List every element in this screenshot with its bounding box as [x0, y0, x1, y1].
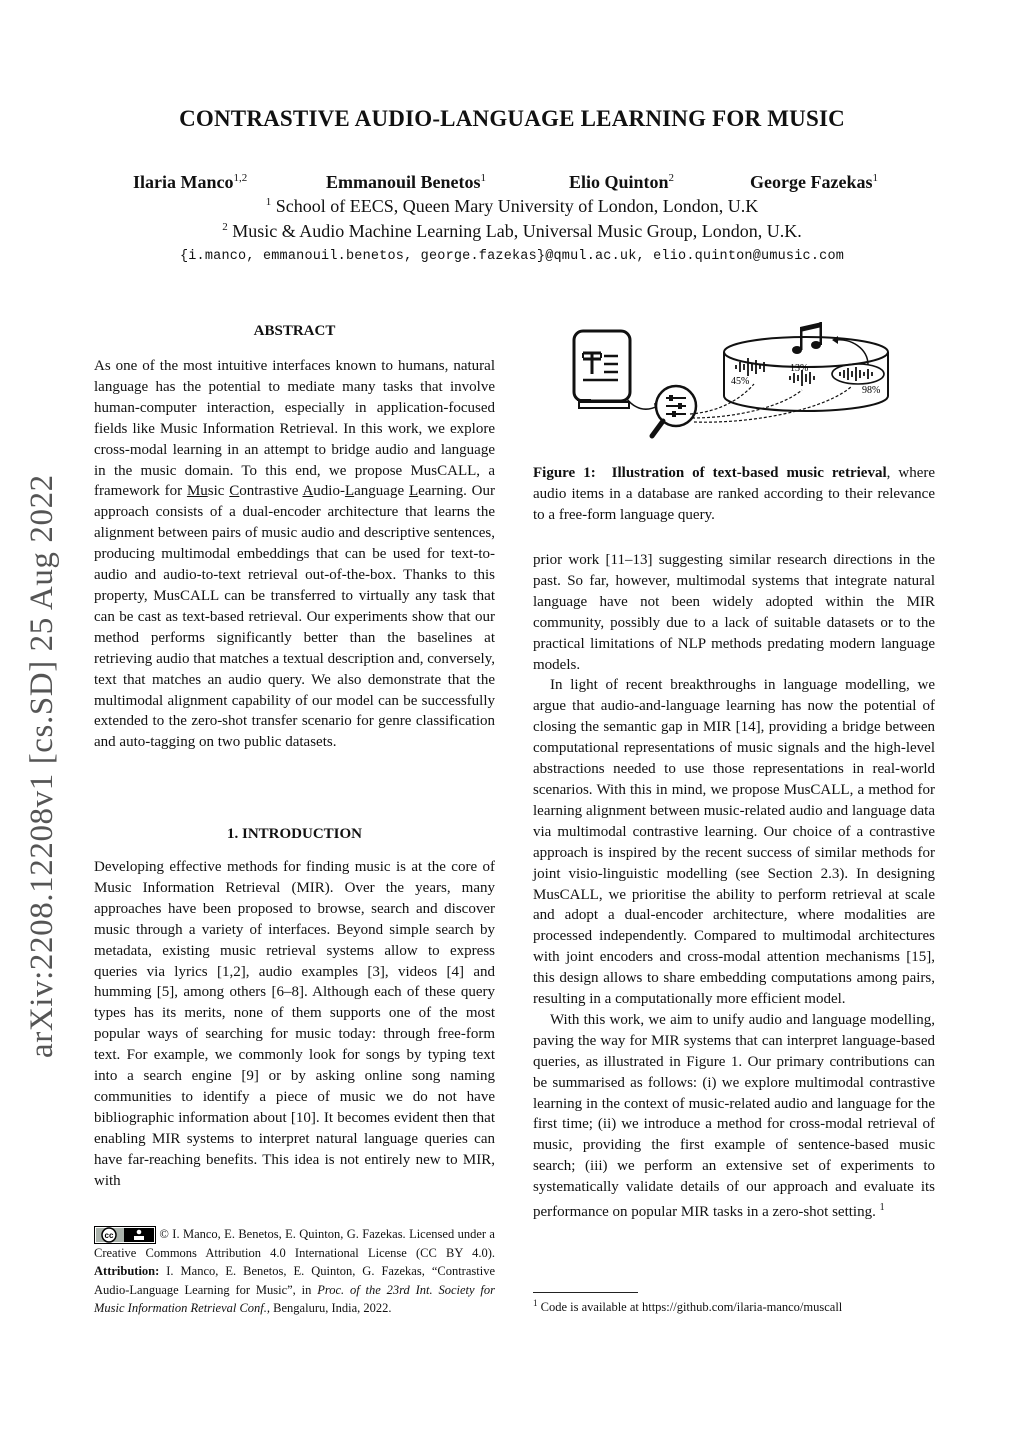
affiliation-2: $^2$ Music & Audio Machine Learning Lab, Universal Music Group, London, U.K. [222, 221, 802, 241]
introduction-body: Developing effective methods for finding music is at the core of Music Information Retrieval (MIR). Over the years, many approaches have been proposed to browse, search and discover music through a variety of interfaces. Beyond simple search by metadata, existing music retrieval systems allow to express queries via lyrics [1,2], audio examples [3], videos [4] and humming [5], among others [6–8]. Although each of these query types has its merits, none of them supports one of the most popular ways of searching for music today: through free-form text. For example, we commonly look for songs by typing text into a search engine [9] or by asking online song naming communities to identify a piece of music we do not have bibliographic information about [10]. It becomes evident then that enabling MIR systems to interpret natural language queries can have far-reaching benefits. This idea is not entirely new to MIR, with [94, 859, 495, 1189]
abstract-heading: ABSTRACT [253, 323, 336, 339]
figure-1-illustration [568, 318, 898, 446]
license-note: cc © I. Manco, E. Benetos, E. Quinton, G. Fazekas. Licensed under a Creative Commons Attribution 4.0 International License (CC BY 4.0). Attribution: I. Manco, E. Benetos, E. Quinton, G. Fazekas, “Contrastive Audio-Language Learning for Music”, in Proc. of the 23rd Int. Society for Music Information Retrieval Conf., Bengaluru, India, 2022. [94, 1227, 495, 1316]
author-2: Emmanouil Benetos$^1$ [326, 172, 487, 192]
query-arrow [626, 398, 658, 409]
footnote-rule [533, 1292, 638, 1293]
score-45: 45% [731, 376, 750, 387]
affiliation-1: $^1$ School of EECS, Queen Mary University of London, London, U.K [265, 196, 759, 216]
score-13: 13% [790, 363, 809, 374]
figure-1-caption: Figure 1: Illustration of text-based music retrieval, where audio items in a database are ranked according to their relevance to a free-form language query. [533, 465, 935, 523]
text-document-icon [574, 331, 630, 408]
author-3: Elio Quinton$^2$ [569, 172, 675, 192]
arxiv-stamp: arXiv:2208.12208v1 [cs.SD] 25 Aug 2022 [24, 474, 60, 1058]
right-paragraph-1: prior work [11–13] suggesting similar research directions in the past. So far, however, multimodal systems that integrate natural language have not been widely adopted within the MIR community, possibly due to a lack of suitable datasets or to the practical limitations of NLP methods predating modern language models. [533, 552, 935, 673]
svg-text:cc: cc [104, 1231, 114, 1241]
cc-by-license-icon [94, 1226, 156, 1244]
right-column-body [533, 550, 935, 1223]
paper-title: CONTRASTIVE AUDIO-LANGUAGE LEARNING FOR MUSIC [179, 106, 845, 131]
right-paragraph-2: In light of recent breakthroughs in language modelling, we argue that audio-and-language learning has now the potential of closing the semantic gap in MIR [14], providing a bridge between computational representations of music signals and the high-level abstractions needed to use those representations in real-world scenarios. With this in mind, we propose MusCALL, a method for learning alignment between music-related audio and language data via multimodal contrastive learning. Our choice of a contrastive approach is inspired by the recent success of similar methods for joint visio-linguistic modelling (see Section 2.3). In designing MusCALL, we prioritise the ability to perform retrieval at scale and adopt a dual-encoder architecture, where modalities are processed independently. Compared to multimodal architectures with joint encoders and cross-modal attention mechanisms [15], this design allows to share embedding computations among pairs, resulting in a computationally more efficient model. [533, 677, 935, 1008]
author-1: Ilaria Manco$^{1,2}$ [133, 172, 248, 192]
search-magnifier-icon [652, 386, 696, 436]
author-4: George Fazekas$^1$ [750, 172, 878, 192]
abstract-body: As one of the most intuitive interfaces known to humans, natural language has the potential to mediate many tasks that involve human-computer interaction, especially in application-focused fields like Music Information Retrieval. In this work, we explore cross-modal learning in an attempt to bridge audio and language in the music domain. To this end, we propose MusCALL, a framework for Music Contrastive Audio-Language Learning. Our approach consists of a dual-encoder architecture that learns the alignment between pairs of music audio and descriptive sentences, producing multimodal embeddings that can be used for text-to-audio and audio-to-text retrieval out-of-the-box. Thanks to this property, MusCALL can be transferred to virtually any task that can be cast as text-based retrieval. Our experiments show that our method performs significantly better than the baselines at retrieving audio that matches a textual description and, conversely, text that matches an audio query. We also demonstrate that the multimodal alignment capability of our model can be successfully extended to the zero-shot transfer scenario for genre classification and auto-tagging on two public datasets. [94, 358, 495, 751]
author-emails: {i.manco, emmanouil.benetos, george.fazekas}@qmul.ac.uk, elio.quinton@umusic.com [179, 249, 845, 264]
right-paragraph-3: With this work, we aim to unify audio and language modelling, paving the way for MIR systems that can interpret language-based queries, as illustrated in Figure 1. Our primary contributions can be summarised as follows: (i) we explore multimodal contrastive learning in the context of music-related audio and language for the first time; (ii) we introduce a method for cross-modal retrieval of music, providing the first example of sentence-based music search; (iii) we perform an extensive set of experiments to systematically validate details of our approach and evaluate its performance on popular MIR tasks in a zero-shot setting. $^1$ [533, 1011, 935, 1221]
score-98: 98% [862, 385, 881, 396]
footnote: $^1$ Code is available at https://github.com/ilaria-manco/muscall [533, 1298, 843, 1315]
introduction-heading: 1. INTRODUCTION [226, 826, 362, 842]
